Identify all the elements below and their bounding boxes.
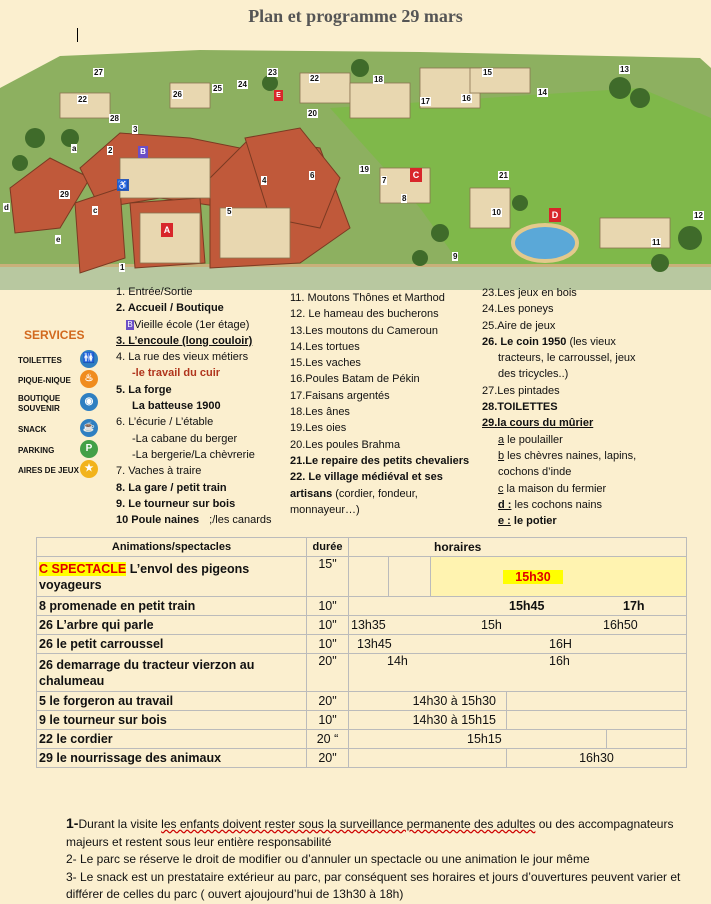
map-label-15: 15 (483, 68, 492, 77)
row-duration: 10" (307, 635, 349, 654)
row-name: 29 le nourrissage des animaux (37, 749, 307, 768)
map-label-23: 23 (268, 68, 277, 77)
row-duration: 20 “ (307, 730, 349, 749)
row-name: 8 promenade en petit train (37, 597, 307, 616)
map-label-3: 3 (133, 125, 138, 134)
legend-item: 25.Aire de jeux (482, 319, 556, 332)
map-label-29: 29 (60, 190, 69, 199)
row-name: 26 L’arbre qui parle (37, 616, 307, 635)
map-label-5: 5 (227, 207, 232, 216)
row-time (389, 557, 431, 597)
header-duration: durée (307, 538, 349, 557)
row-time-empty (349, 749, 507, 768)
legend-item: d : les cochons nains (498, 498, 602, 511)
map-label-21: 21 (499, 171, 508, 180)
notes (66, 815, 706, 904)
legend-item: 14.Les tortues (290, 340, 360, 353)
legend-item: 21.Le repaire des petits chevaliers (290, 454, 470, 467)
legend-item: 11. Moutons Thônes et Marthod (290, 292, 445, 304)
legend-item: 28.TOILETTES (482, 401, 558, 414)
legend-item: 17.Faisans argentés (290, 389, 390, 402)
table-row (37, 749, 687, 768)
star-icon: ★ (80, 460, 98, 478)
table-row (37, 711, 687, 730)
picnic-icon: ♨ (80, 370, 98, 388)
accessibility-icon: ♿ (117, 180, 129, 190)
header-times: horaires (349, 538, 687, 557)
map-letter-e-marker: E (274, 90, 283, 101)
toilets-icon: 🚻 (80, 350, 98, 368)
row-time: 14h30 à 15h30 (349, 692, 507, 711)
legend-item: a le poulailler (498, 433, 563, 446)
legend-item: 9. Le tourneur sur bois (116, 497, 236, 510)
note-1: 1-Durant la visite les enfants doivent rester sous la surveillance permanente des adultes ou des accompagnateurs majeurs et restent sous leur entière responsabilité (66, 815, 674, 849)
map-label-17: 17 (421, 97, 430, 106)
legend-item: tracteurs, le carroussel, jeux (498, 352, 636, 365)
service-label-playground: AIRES DE JEUX (18, 466, 79, 475)
row-time: 14h30 à 15h15 (349, 711, 507, 730)
row-name: 22 le cordier (37, 730, 307, 749)
row-time-empty (507, 692, 687, 711)
map-label-11: 11 (652, 238, 661, 247)
parking-icon: P (80, 440, 98, 458)
map-label-28: 28 (110, 114, 119, 123)
map-label-a: a (72, 144, 77, 153)
map-letter-c-marker: C (410, 168, 422, 182)
table-header-row (37, 538, 687, 557)
map-letter-a-marker: A (161, 223, 173, 237)
row-times: 15h45 17h (349, 597, 687, 616)
services-title: SERVICES (24, 328, 85, 342)
schedule-table (36, 537, 687, 768)
legend-item: 13.Les moutons du Cameroun (290, 324, 438, 337)
legend-item: c la maison du fermier (498, 482, 607, 495)
row-name: 9 le tourneur sur bois (37, 711, 307, 730)
header-animations: Animations/spectacles (37, 538, 307, 557)
legend-item: 1. Entrée/Sortie (116, 286, 193, 298)
legend-item: 6. L’écurie / L’étable (116, 416, 214, 429)
row-time (349, 557, 389, 597)
map-label-6: 6 (310, 171, 315, 180)
map-label-26: 26 (173, 90, 182, 99)
legend-item: -le travail du cuir (132, 367, 221, 380)
row-name: 26 demarrage du tracteur vierzon au chalumeau (37, 654, 307, 692)
legend-column-3 (482, 285, 636, 529)
legend-item: 8. La gare / petit train (116, 481, 227, 494)
row-duration: 15" (307, 557, 349, 597)
row-time: 15h15 (349, 730, 607, 749)
park-map (0, 28, 711, 290)
row-name: C SPECTACLE L’envol des pigeons voyageurs (37, 557, 307, 597)
row-name: 26 le petit carroussel (37, 635, 307, 654)
map-label-22b: 22 (310, 74, 319, 83)
legend-item: 2. Accueil / Boutique (116, 302, 224, 315)
legend-item: 16.Poules Batam de Pékin (290, 373, 420, 386)
legend-column-2 (290, 290, 469, 518)
legend-item: 10 Poule naines ;/les canards (116, 514, 272, 527)
table-row (37, 597, 687, 616)
service-label-shop: BOUTIQUE (18, 394, 61, 403)
legend-item: 7. Vaches à traire (116, 465, 202, 478)
legend-item: e : le potier (498, 515, 557, 528)
map-label-24: 24 (238, 80, 247, 89)
map-label-7: 7 (382, 176, 387, 185)
page-title: Plan et programme 29 mars (248, 6, 463, 26)
shop-icon: ◉ (80, 393, 98, 411)
map-label-8: 8 (402, 194, 407, 203)
table-row (37, 557, 687, 597)
legend-item: 23.Les jeux en bois (482, 287, 577, 299)
map-label-13: 13 (620, 65, 629, 74)
row-times: 14h 16h (349, 654, 687, 692)
legend-item: 20.Les poules Brahma (290, 438, 401, 451)
row-duration: 20" (307, 692, 349, 711)
map-label-10: 10 (492, 208, 501, 217)
map-label-1: 1 (120, 263, 125, 272)
legend-item: 19.Les oies (290, 422, 347, 435)
table-row (37, 730, 687, 749)
row-time-cell: 15h30 (431, 557, 687, 597)
legend-item: 5. La forge (116, 383, 172, 396)
legend-item: 27.Les pintades (482, 384, 560, 397)
snack-icon: ☕ (80, 419, 98, 437)
row-time-empty (607, 730, 687, 749)
map-letter-b-marker: B (138, 146, 148, 158)
legend-item: 24.Les poneys (482, 303, 554, 316)
legend-item: 4. La rue des vieux métiers (116, 351, 249, 364)
row-duration: 20" (307, 654, 349, 692)
legend-item: monnayeur…) (290, 503, 360, 516)
map-label-12: 12 (694, 211, 703, 220)
legend-item: cochons d’inde (498, 466, 572, 479)
legend-item: La batteuse 1900 (132, 400, 221, 413)
map-label-18: 18 (374, 75, 383, 84)
legend-item: -La cabane du berger (132, 432, 238, 445)
service-label-parking: PARKING (18, 446, 55, 455)
legend-item: 29.la cours du mûrier (482, 417, 594, 430)
map-label-e: e (56, 235, 61, 244)
service-label-picnic: PIQUE-NIQUE (18, 376, 71, 385)
legend-item: 18.Les ânes (290, 406, 350, 419)
legend-item: des tricycles..) (498, 368, 569, 381)
table-row (37, 654, 687, 692)
note-3: 3- Le snack est un prestataire extérieur au parc, par conséquent ses horaires et jours d’ouvertures peuvent varier et différer de celles du parc ( ouvert ajoujourd’hui de 13h30 à 18h) (66, 869, 681, 902)
legend-item: 3. L’encoule (long couloir) (116, 334, 253, 347)
map-letter-d-marker: D (549, 208, 561, 222)
legend-item: BVieille école (1er étage) (127, 318, 250, 331)
service-label-snack: SNACK (18, 425, 47, 434)
row-time-empty (507, 711, 687, 730)
legend-item: 12. Le hameau des bucherons (290, 308, 439, 321)
service-label-shop-2: SOUVENIR (18, 404, 60, 413)
map-label-c: c (93, 206, 98, 215)
legend-item: 26. Le coin 1950 (les vieux (482, 335, 616, 348)
legend-item: 15.Les vaches (290, 357, 361, 370)
table-row (37, 616, 687, 635)
map-label-4: 4 (262, 176, 267, 185)
park-map-illustration (0, 28, 711, 290)
legend-item: b les chèvres naines, lapins, (498, 449, 637, 462)
table-row (37, 635, 687, 654)
legend-item: artisans (cordier, fondeur, (290, 487, 418, 500)
row-duration: 10" (307, 597, 349, 616)
service-label-toilets: TOILETTES (18, 356, 62, 365)
map-label-27: 27 (94, 68, 103, 77)
map-label-16: 16 (462, 94, 471, 103)
row-times: 13h35 15h 16h50 (349, 616, 687, 635)
map-label-9: 9 (453, 252, 458, 261)
map-label-20: 20 (308, 109, 317, 118)
note-2: 2- Le parc se réserve le droit de modifier ou d’annuler un spectacle ou une animation le jour même (66, 852, 590, 867)
row-time: 16h30 (507, 749, 687, 768)
legend-item: 22. Le village médiéval et ses (290, 471, 443, 484)
map-label-25: 25 (213, 84, 222, 93)
row-duration: 20" (307, 749, 349, 768)
row-duration: 10" (307, 711, 349, 730)
map-label-2: 2 (108, 146, 113, 155)
row-times: 13h45 16H (349, 635, 687, 654)
row-duration: 10" (307, 616, 349, 635)
row-name: 5 le forgeron au travail (37, 692, 307, 711)
letter-b-marker: B (127, 319, 133, 329)
table-row (37, 692, 687, 711)
map-label-d: d (4, 203, 9, 212)
map-label-19: 19 (360, 165, 369, 174)
legend-column-1 (116, 284, 272, 528)
map-label-14: 14 (538, 88, 547, 97)
legend-item: -La bergerie/La chèvrerie (132, 448, 255, 461)
map-label-22a: 22 (78, 95, 87, 104)
